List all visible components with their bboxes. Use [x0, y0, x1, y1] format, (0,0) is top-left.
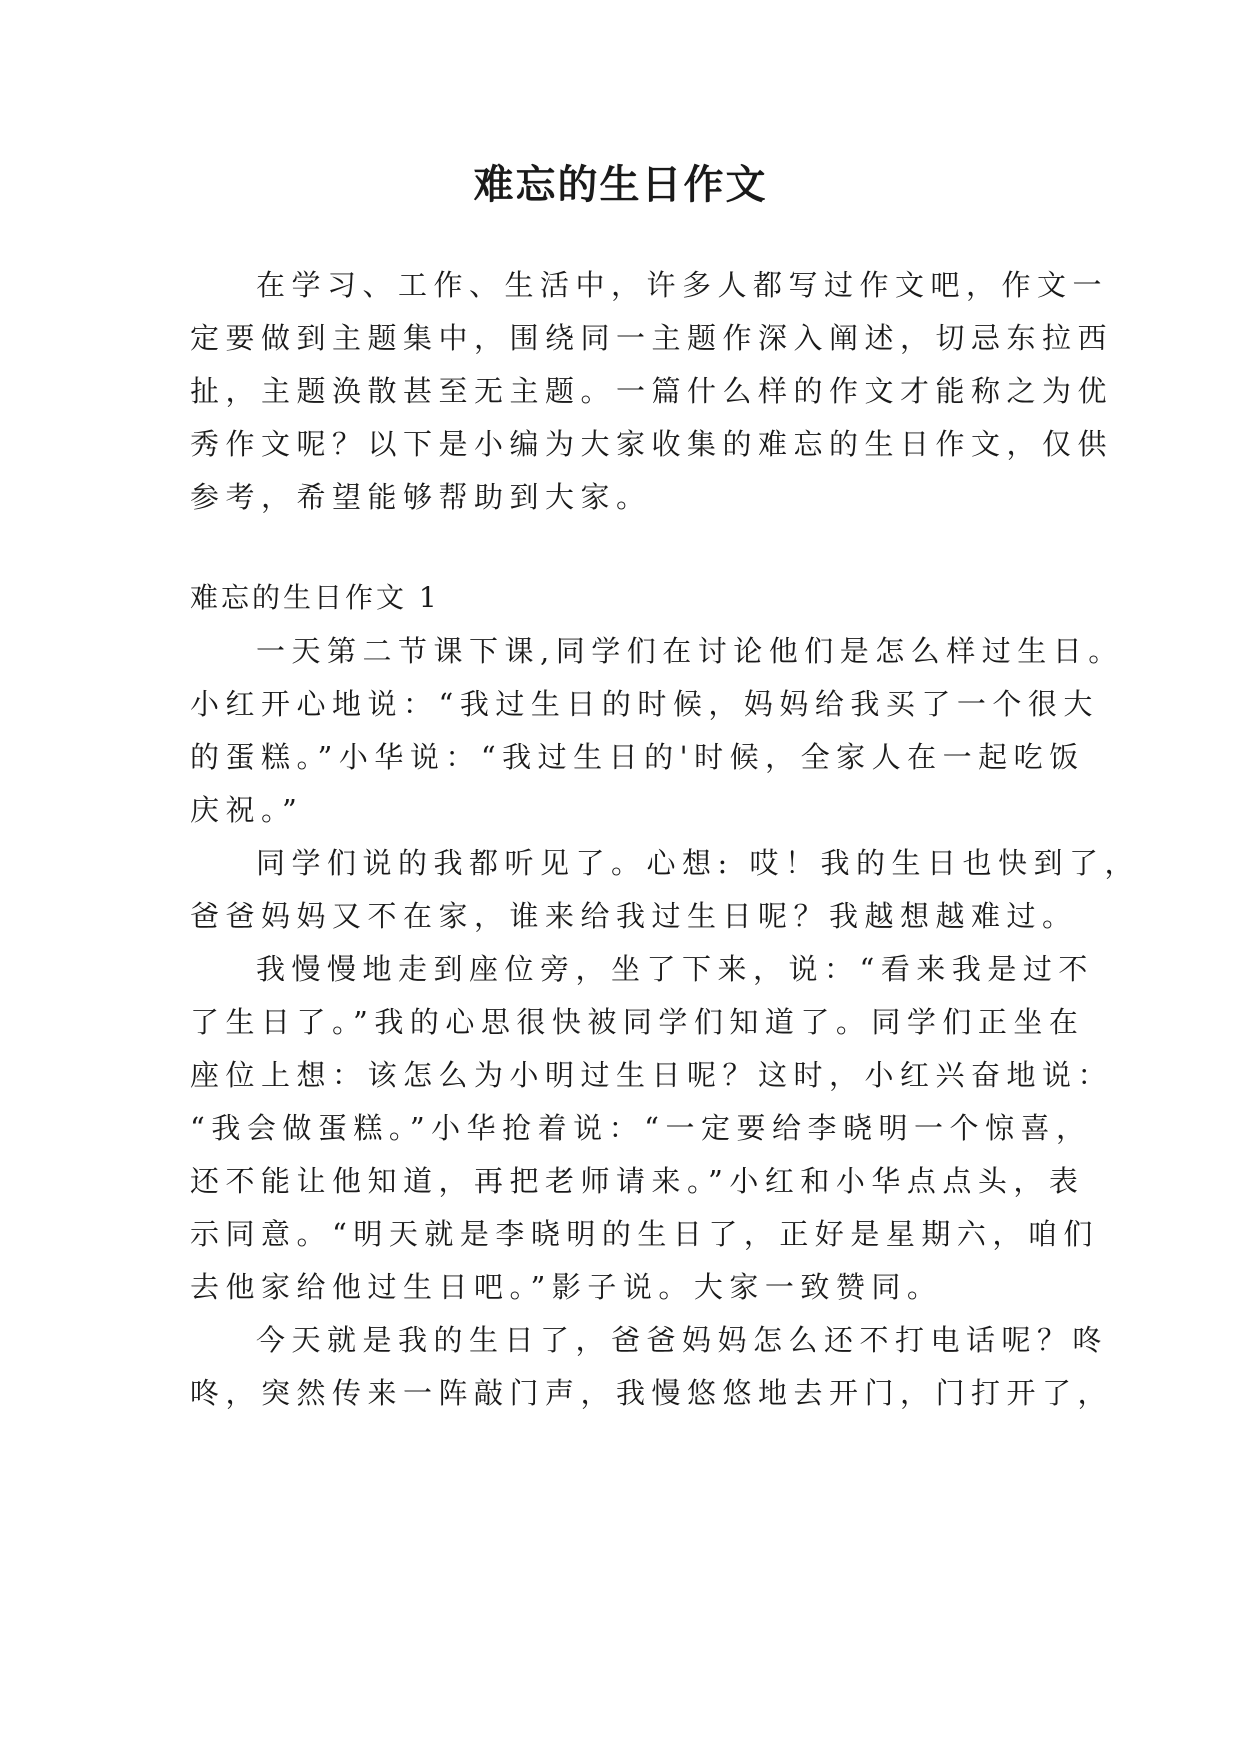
paragraph-line: 去他家给他过生日吧。”影子说。大家一致赞同。	[190, 1270, 943, 1304]
paragraph-line: 庆祝。”	[190, 793, 304, 827]
document-title: 难忘的生日作文	[473, 162, 768, 208]
intro-line: 扯，主题涣散甚至无主题。一篇什么样的作文才能称之为优	[190, 374, 1114, 408]
paragraph-line: 了生日了。”我的心思很快被同学们知道了。同学们正坐在	[190, 1005, 1085, 1039]
intro-line: 秀作文呢？以下是小编为大家收集的难忘的生日作文，仅供	[190, 427, 1114, 461]
intro-line: 在学习、工作、生活中，许多人都写过作文吧，作文一	[256, 268, 1109, 302]
paragraph-line: 还不能让他知道，再把老师请来。”小红和小华点点头，表	[190, 1164, 1085, 1198]
paragraph-line: 小红开心地说：“我过生日的时候，妈妈给我买了一个很大	[190, 687, 1099, 721]
paragraph-line: 的蛋糕。”小华说：“我过生日的'时候，全家人在一起吃饭	[190, 740, 1085, 774]
paragraph-line: 同学们说的我都听见了。心想: 哎！我的生日也快到了，	[256, 846, 1140, 880]
paragraph-line: 座位上想：该怎么为小明过生日呢？这时，小红兴奋地说：	[190, 1058, 1114, 1092]
intro-line: 定要做到主题集中，围绕同一主题作深入阐述，切忌东拉西	[190, 321, 1114, 355]
paragraph-line: 我慢慢地走到座位旁，坐了下来，说：“看来我是过不	[256, 952, 1094, 986]
paragraph-line: 爸爸妈妈又不在家，谁来给我过生日呢？我越想越难过。	[190, 899, 1078, 933]
intro-line: 参考，希望能够帮助到大家。	[190, 480, 652, 514]
paragraph-line: 咚，突然传来一阵敲门声，我慢悠悠地去开门，门打开了，	[190, 1376, 1114, 1410]
paragraph-line: 示同意。“明天就是李晓明的生日了，正好是星期六，咱们	[190, 1217, 1099, 1251]
paragraph-line: “我会做蛋糕。”小华抢着说：“一定要给李晓明一个惊喜，	[190, 1111, 1092, 1145]
paragraph-line: 一天第二节课下课,同学们在讨论他们是怎么样过生日。	[256, 634, 1124, 668]
paragraph-line: 今天就是我的生日了，爸爸妈妈怎么还不打电话呢？咚	[256, 1323, 1109, 1357]
section-heading: 难忘的生日作文 1	[190, 581, 440, 614]
